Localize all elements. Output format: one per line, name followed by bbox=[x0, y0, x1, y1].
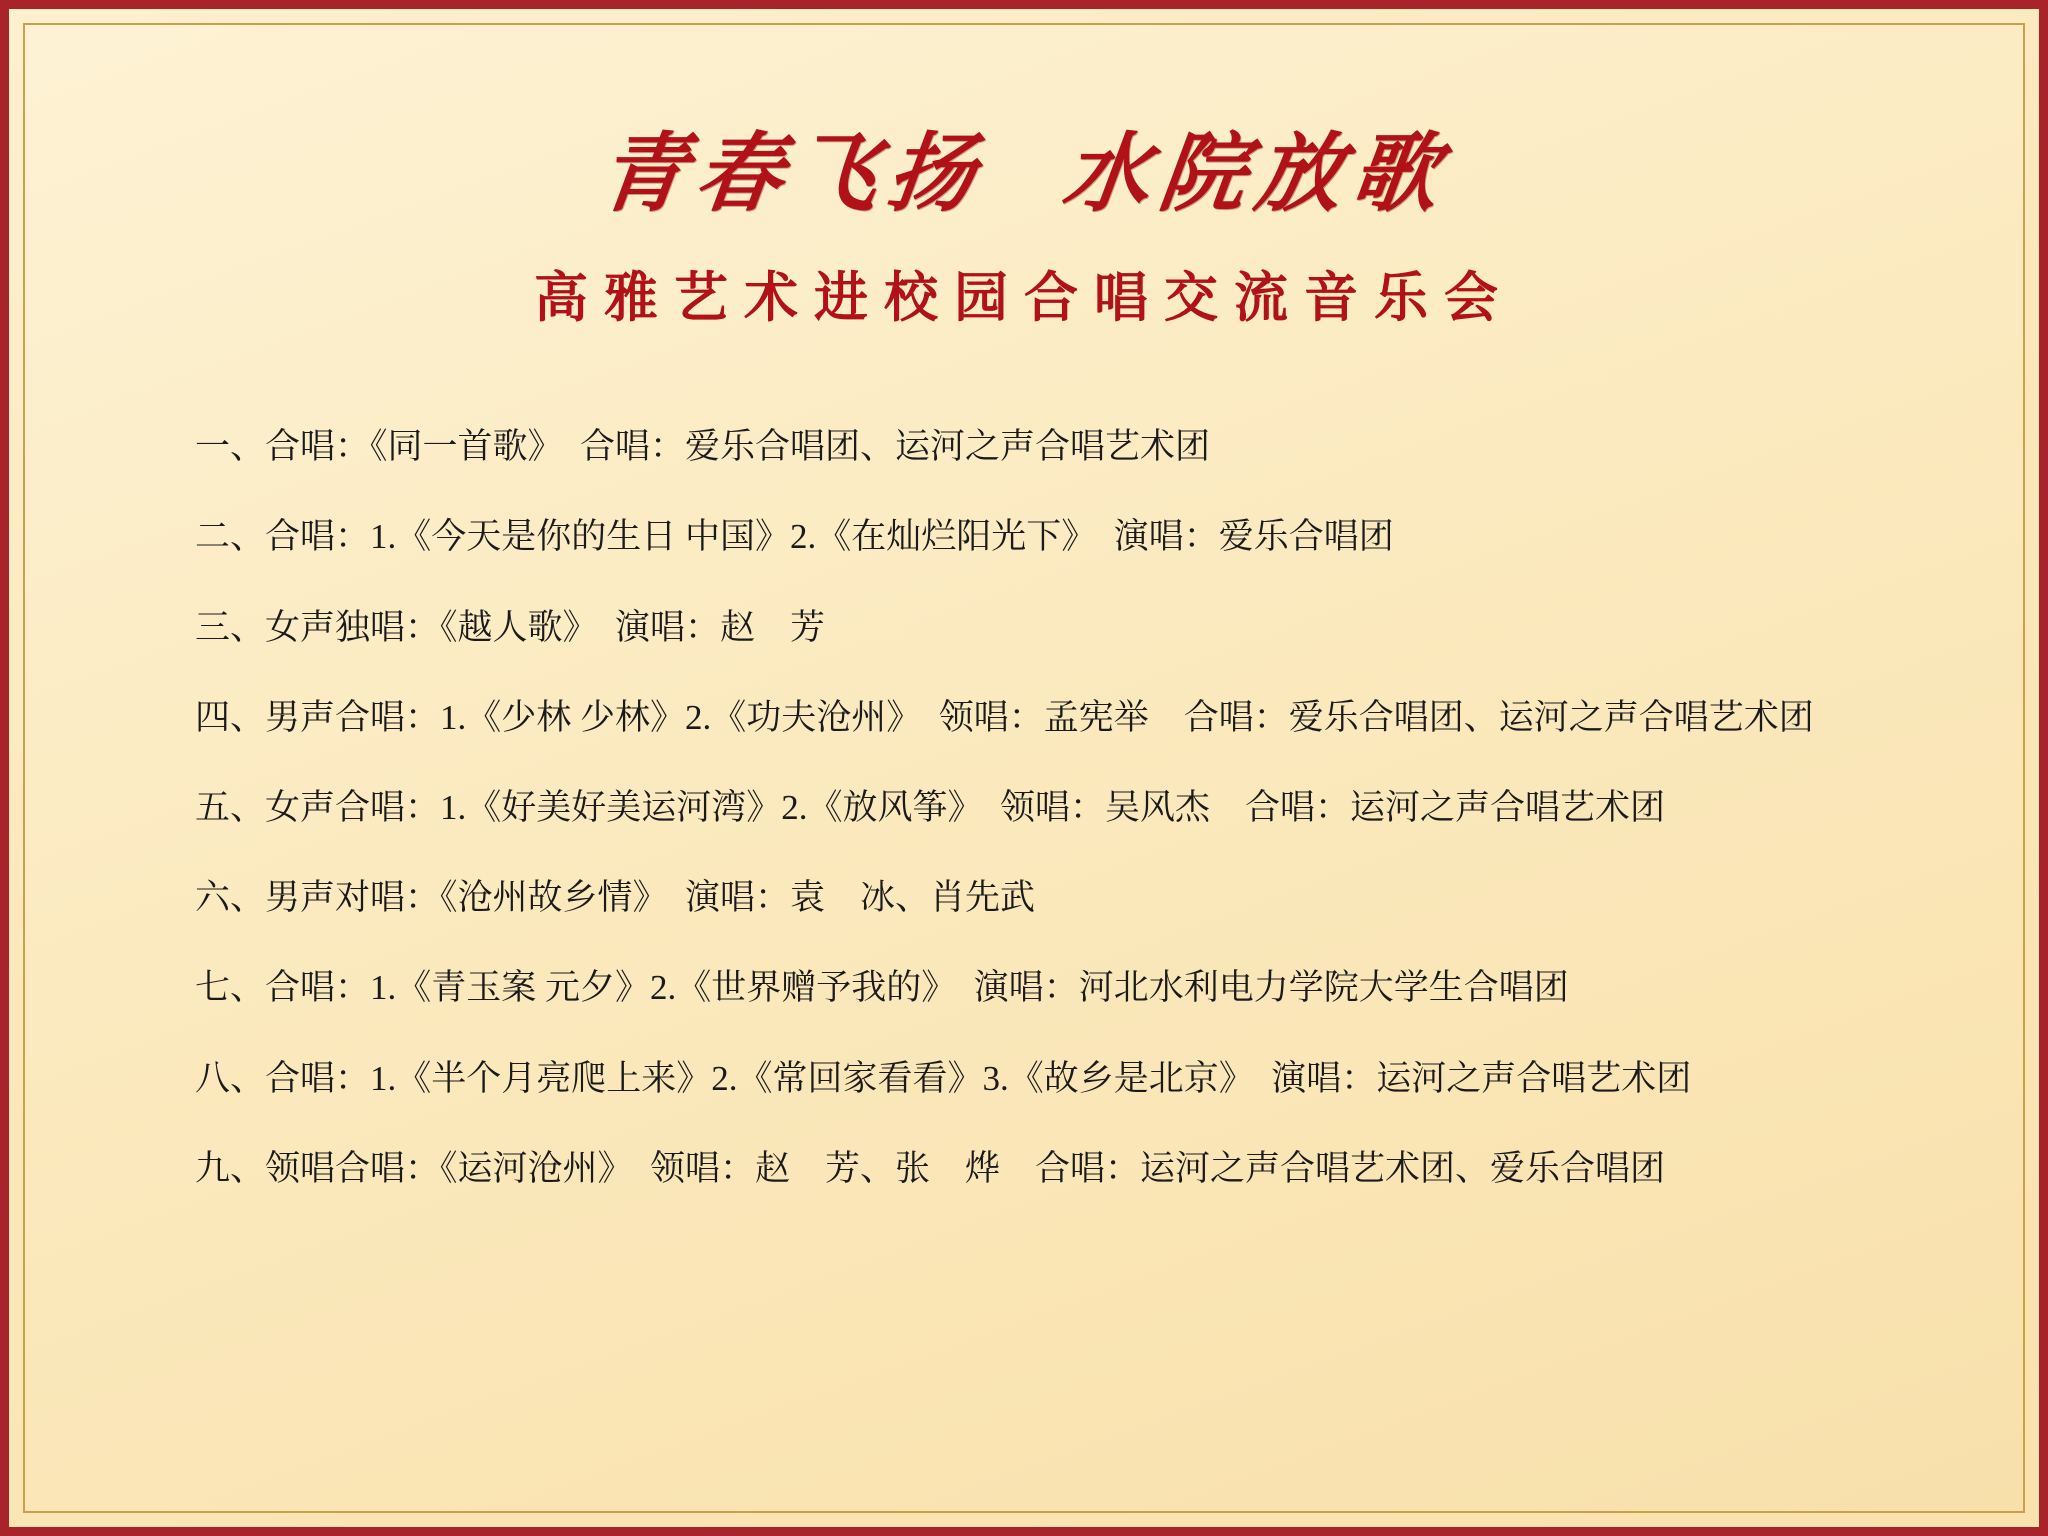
program-item: 八、合唱：1.《半个月亮爬上来》2.《常回家看看》3.《故乡是北京》 演唱：运河之声合唱艺术团 bbox=[195, 1058, 1692, 1098]
program-item: 一、合唱：《同一首歌》 合唱：爱乐合唱团、运河之声合唱艺术团 bbox=[195, 427, 1211, 467]
program-item: 二、合唱：1.《今天是你的生日 中国》2.《在灿烂阳光下》 演唱：爱乐合唱团 bbox=[195, 517, 1394, 557]
sub-title: 高雅艺术进校园合唱交流音乐会 bbox=[534, 268, 1514, 329]
program-item: 七、合唱：1.《青玉案 元夕》2.《世界赠予我的》 演唱：河北水利电力学院大学生合唱团 bbox=[195, 968, 1569, 1008]
poster-inner-frame bbox=[23, 23, 2025, 1513]
program-item: 六、男声对唱：《沧州故乡情》 演唱：袁 冰、肖先武 bbox=[195, 878, 1036, 918]
title-block bbox=[65, 25, 1983, 332]
program-item: 五、女声合唱：1.《好美好美运河湾》2.《放风筝》 领唱：吴风杰 合唱：运河之声合唱艺术团 bbox=[195, 788, 1666, 828]
program-item: 三、女声独唱：《越人歌》 演唱：赵 芳 bbox=[195, 607, 826, 647]
main-title: 青春飞扬 水院放歌 bbox=[593, 123, 1455, 224]
program-list bbox=[65, 424, 1983, 1192]
program-item: 四、男声合唱：1.《少林 少林》2.《功夫沧州》 领唱：孟宪举 合唱：爱乐合唱团、运河之声合唱艺术团 bbox=[195, 697, 1814, 737]
program-item: 九、领唱合唱：《运河沧州》 领唱：赵 芳、张 烨 合唱：运河之声合唱艺术团、爱乐合唱团 bbox=[195, 1148, 1666, 1188]
